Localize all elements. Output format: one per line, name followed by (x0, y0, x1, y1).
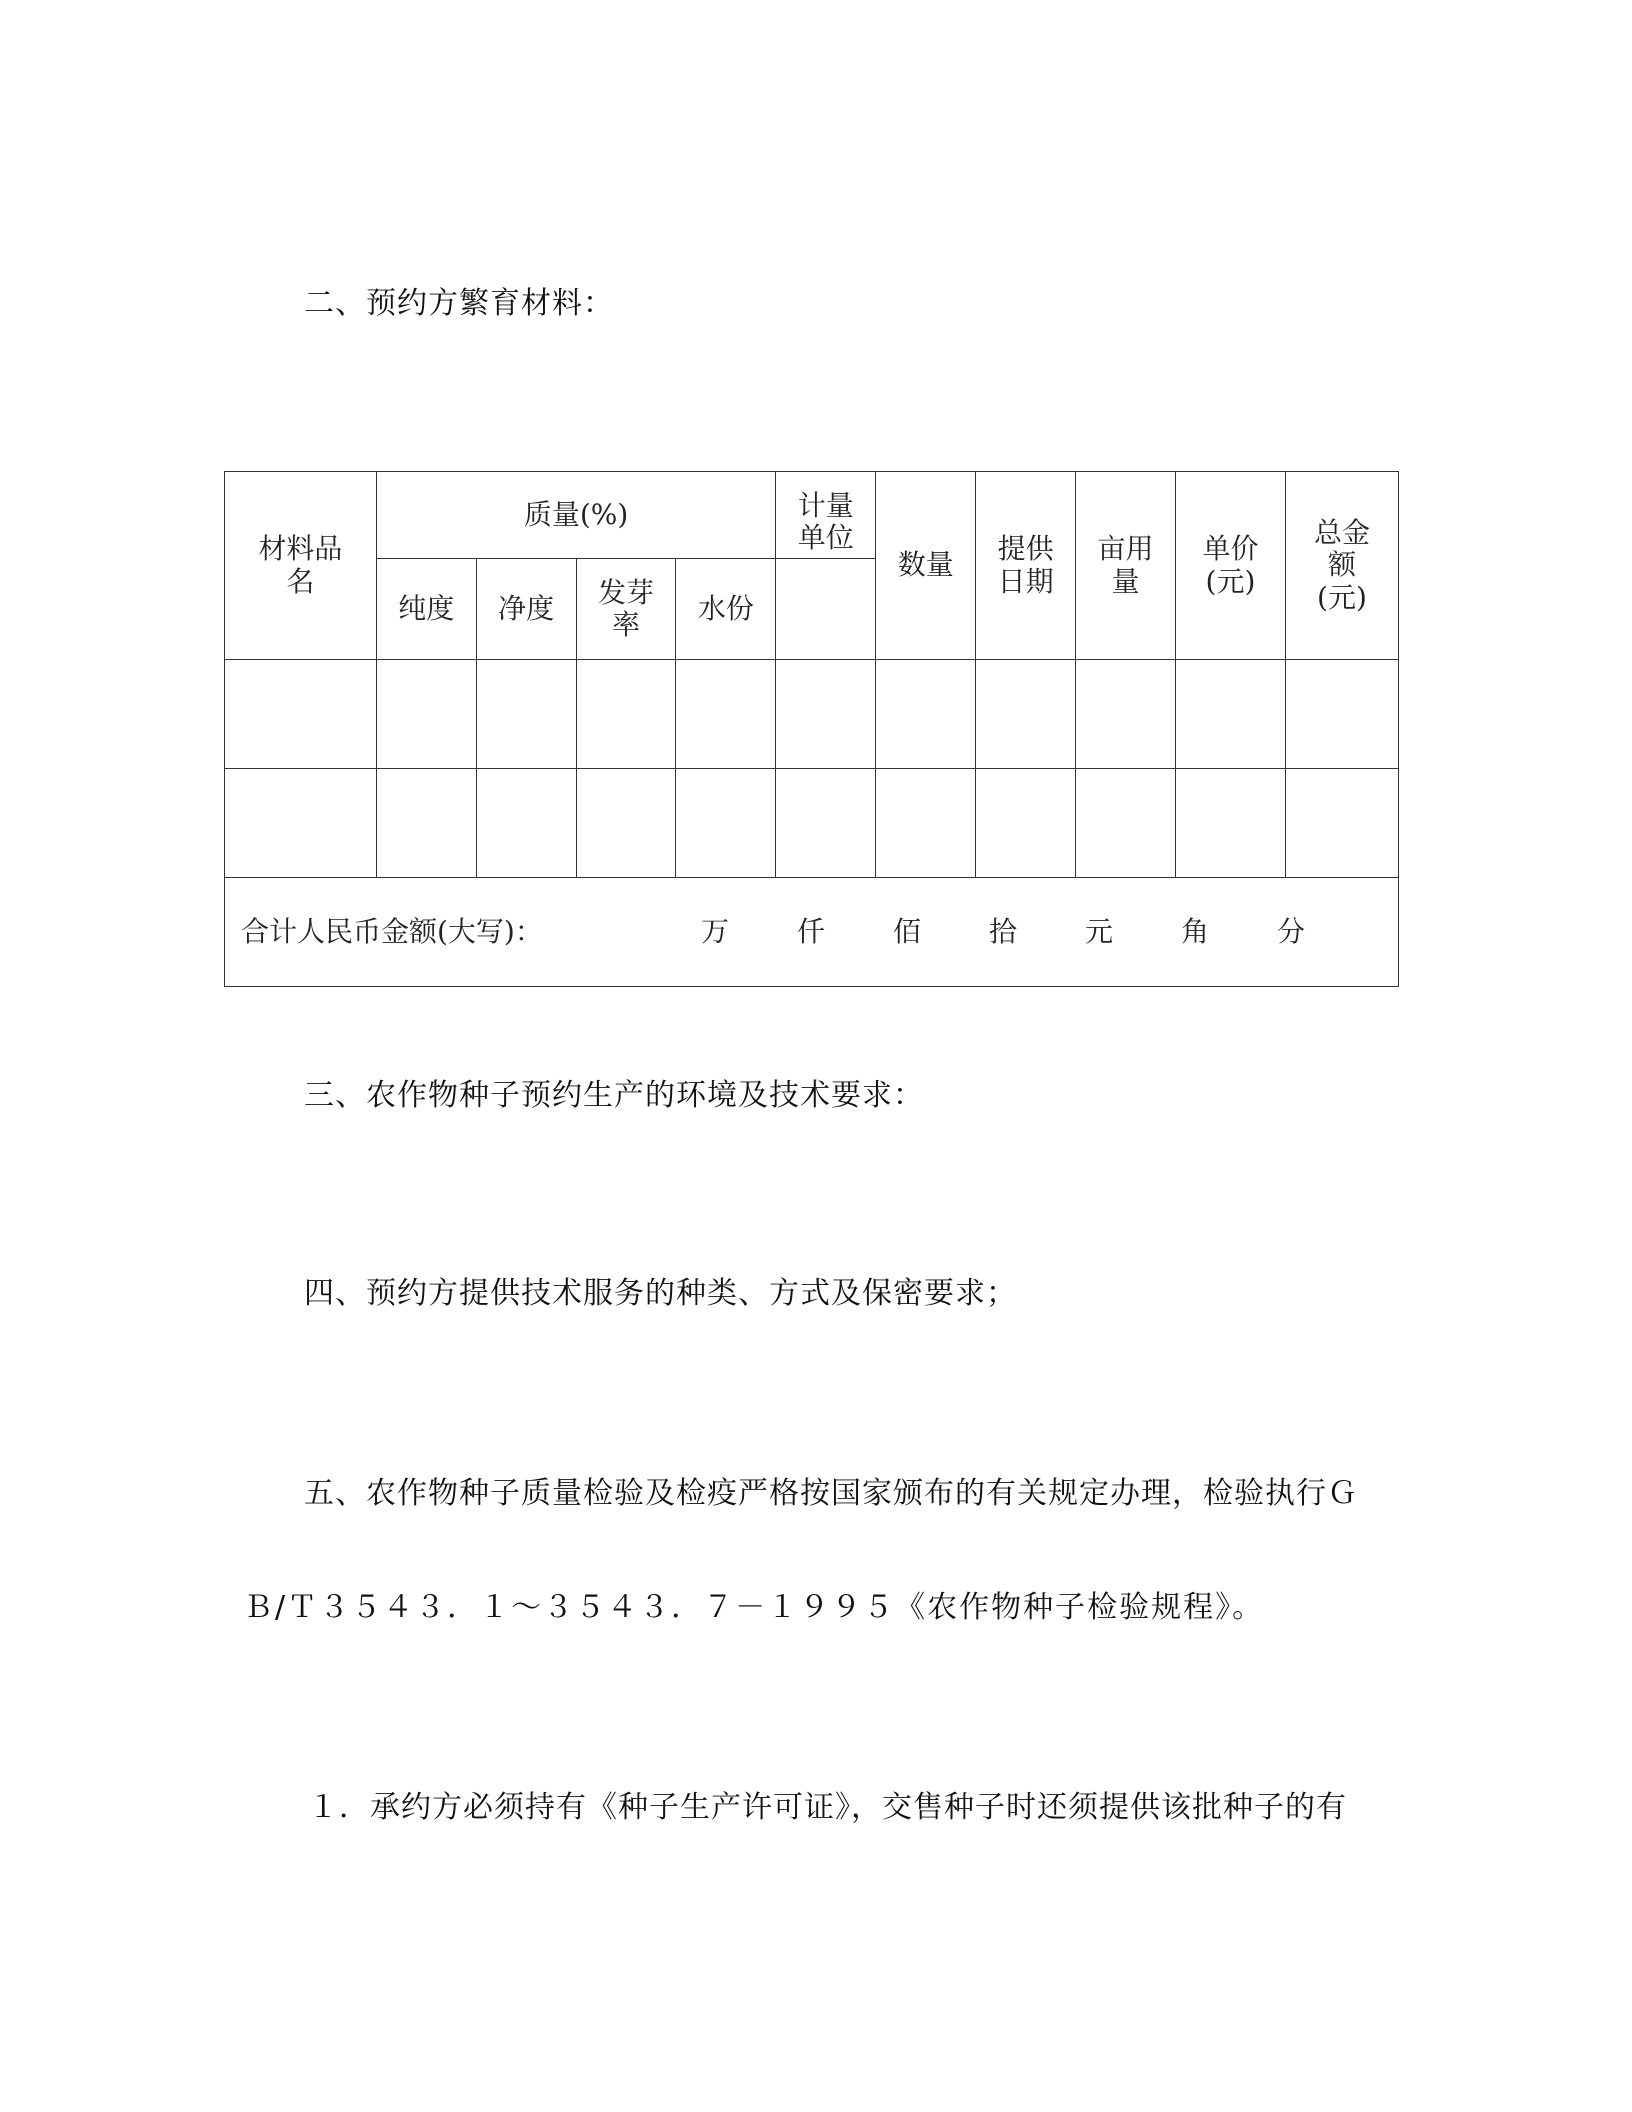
table-cell (225, 660, 377, 769)
header-per-mu-usage: 亩用量 (1076, 472, 1176, 660)
table-cell (225, 769, 377, 878)
table-cell (376, 769, 476, 878)
header-purity: 纯度 (376, 559, 476, 660)
header-material-name: 材料品名 (225, 472, 377, 660)
header-cleanliness: 净度 (476, 559, 576, 660)
section-5-continuation: Ｂ/Ｔ３５４３．１～３５４３．７－１９９５《农作物种子检验规程》。 (243, 1590, 1265, 1625)
header-total-amount: 总金额(元) (1285, 472, 1398, 660)
table-cell (676, 660, 776, 769)
header-unit-price: 单价(元) (1176, 472, 1286, 660)
table-cell (1076, 769, 1176, 878)
table-cell (1285, 660, 1398, 769)
section-3-heading: 三、农作物种子预约生产的环境及技术要求： (304, 1078, 924, 1113)
total-amount-cell (225, 878, 1399, 987)
unit-bai: 佰 (893, 914, 922, 948)
header-moisture: 水份 (676, 559, 776, 660)
unit-shi: 拾 (989, 914, 1018, 948)
header-supply-date: 提供日期 (976, 472, 1076, 660)
table-header-row-1 (225, 472, 1399, 559)
unit-yuan: 元 (1085, 914, 1114, 948)
header-quality-group: 质量(%) (376, 472, 776, 559)
table-cell (1285, 769, 1398, 878)
table-cell (876, 769, 976, 878)
item-1-paragraph: １．承约方必须持有《种子生产许可证》，交售种子时还须提供该批种子的有 (308, 1790, 1347, 1825)
table-cell (1176, 660, 1286, 769)
table-cell (976, 769, 1076, 878)
section-5-heading: 五、农作物种子质量检验及检疫严格按国家颁布的有关规定办理，检验执行Ｇ (304, 1476, 1358, 1511)
table-cell (976, 660, 1076, 769)
table-cell (476, 660, 576, 769)
table-cell (776, 769, 876, 878)
table-total-row (225, 878, 1399, 987)
breeding-materials-table (224, 471, 1399, 987)
unit-jiao: 角 (1181, 914, 1210, 948)
unit-fen: 分 (1277, 914, 1306, 948)
header-unit-blank (776, 559, 876, 660)
table-cell (876, 660, 976, 769)
table-cell (1076, 660, 1176, 769)
header-unit: 计量单位 (776, 472, 876, 559)
section-4-heading: 四、预约方提供技术服务的种类、方式及保密要求； (304, 1276, 1017, 1311)
total-amount-label: 合计人民币金额(大写)： (241, 914, 543, 948)
table-cell (376, 660, 476, 769)
table-cell (576, 769, 676, 878)
table-row (225, 660, 1399, 769)
header-quantity: 数量 (876, 472, 976, 660)
table-cell (676, 769, 776, 878)
unit-wan: 万 (701, 914, 730, 948)
table-cell (476, 769, 576, 878)
table-cell (1176, 769, 1286, 878)
section-2-heading: 二、预约方繁育材料： (304, 286, 614, 321)
table-cell (576, 660, 676, 769)
unit-qian: 仟 (797, 914, 826, 948)
table-cell (776, 660, 876, 769)
table-row (225, 769, 1399, 878)
header-germination-rate: 发芽率 (576, 559, 676, 660)
